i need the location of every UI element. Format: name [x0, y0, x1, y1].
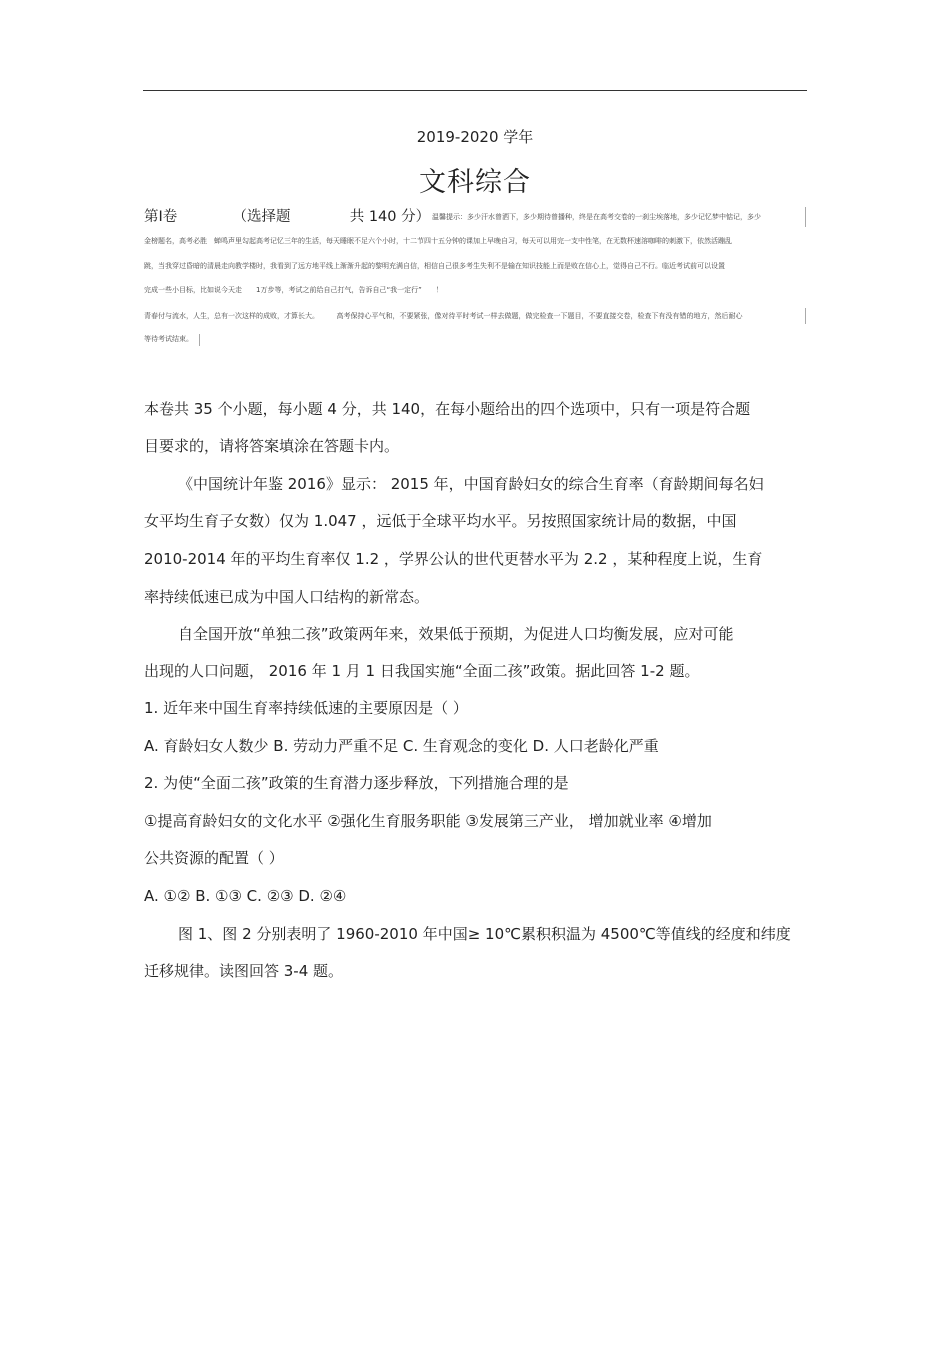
intro-line: 目要求的，请将答案填涂在答题卡内。 — [144, 437, 400, 455]
question-2-items: 公共资源的配置（ ） — [144, 849, 284, 867]
tip-line: 等待考试结束。 — [144, 335, 193, 343]
header-rule — [143, 90, 807, 91]
section-total: 共 140 分） — [349, 209, 431, 225]
passage-line: 图 1、图 2 分别表明了 1960-2010 年中国≥ 10℃累积积温为 4500℃等值线的经度和纬度 — [178, 925, 791, 943]
question-1-stem: 1. 近年来中国生育率持续低速的主要原因是（ ） — [144, 699, 468, 717]
intro-line: 本卷共 35 个小题，每小题 4 分，共 140，在每小题给出的四个选项中，只有一项是符合题 — [144, 400, 751, 418]
question-2-stem: 2. 为使“全面二孩”政策的生育潜力逐步释放，下列措施合理的是 — [144, 774, 569, 792]
section-heading — [144, 205, 430, 226]
passage-line: 率持续低速已成为中国人口结构的新常态。 — [144, 588, 430, 606]
tip-line: 青春付与流水，人生，总有一次这样的成败，才算长大。 高考保持心平气和，不要紧张，像对待平时考试一样去做题，做完检查一下题目，不要直接交卷，检查下有没有错的地方，然后耐心 — [144, 312, 743, 320]
passage-line: 《中国统计年鉴 2016》显示： 2015 年，中国育龄妇女的综合生育率（育龄期间每名妇 — [178, 475, 764, 493]
question-1-options: A. 育龄妇女人数少 B. 劳动力严重不足 C. 生育观念的变化 D. 人口老龄化严重 — [144, 737, 659, 755]
passage-line: 女平均生育子女数）仅为 1.047 ，远低于全球平均水平。另按照国家统计局的数据，中国 — [144, 512, 737, 530]
section-type: （选择题 — [232, 209, 291, 225]
section-volume: 第Ⅰ卷 — [144, 209, 178, 225]
margin-mark — [199, 334, 200, 346]
tip-line: 温馨提示：多少汗水曾洒下，多少期待曾播种，终是在高考交卷的一刹尘埃落地，多少记忆梦中惦记，多少 — [432, 213, 761, 221]
margin-mark — [805, 308, 806, 324]
passage-line: 2010-2014 年的平均生育率仅 1.2 ，学界公认的世代更替水平为 2.2 ，某种程度上说，生育 — [144, 550, 763, 568]
margin-mark — [805, 207, 806, 227]
exam-title: 文科综合 — [419, 167, 531, 198]
question-2-items: ①提高育龄妇女的文化水平 ②强化生育服务职能 ③发展第三产业， 增加就业率 ④增加 — [144, 812, 712, 830]
tip-line: 跳，当我穿过昏暗的清晨走向教学楼时，我看到了远方地平线上渐渐升起的黎明充满自信，相信自己很多考生失利不是输在知识技能上而是败在信心上，觉得自己不行。临近考试前可以设置 — [144, 262, 725, 270]
passage-line: 迁移规律。读图回答 3-4 题。 — [144, 962, 344, 980]
school-year: 2019-2020 学年 — [416, 128, 534, 146]
passage-line: 出现的人口问题， 2016 年 1 月 1 日我国实施“全面二孩”政策。据此回答 1-2 题。 — [144, 662, 700, 680]
tip-line: 完成一些小目标，比如说今天走 1万步等，考试之前给自己打气，告诉自己“我一定行” ！ — [144, 286, 443, 294]
passage-line: 自全国开放“单独二孩”政策两年来，效果低于预期，为促进人口均衡发展，应对可能 — [178, 625, 734, 643]
tip-line: 金榜题名，高考必胜 蝉鸣声里勾起高考记忆三年的生活，每天睡眠不足六个小时，十二节四十五分钟的课加上早晚自习，每天可以用完一支中性笔，在无数杯速溶咖啡的刺激下，依然活蹦乱 — [144, 237, 732, 245]
question-2-options: A. ①② B. ①③ C. ②③ D. ②④ — [144, 887, 347, 905]
